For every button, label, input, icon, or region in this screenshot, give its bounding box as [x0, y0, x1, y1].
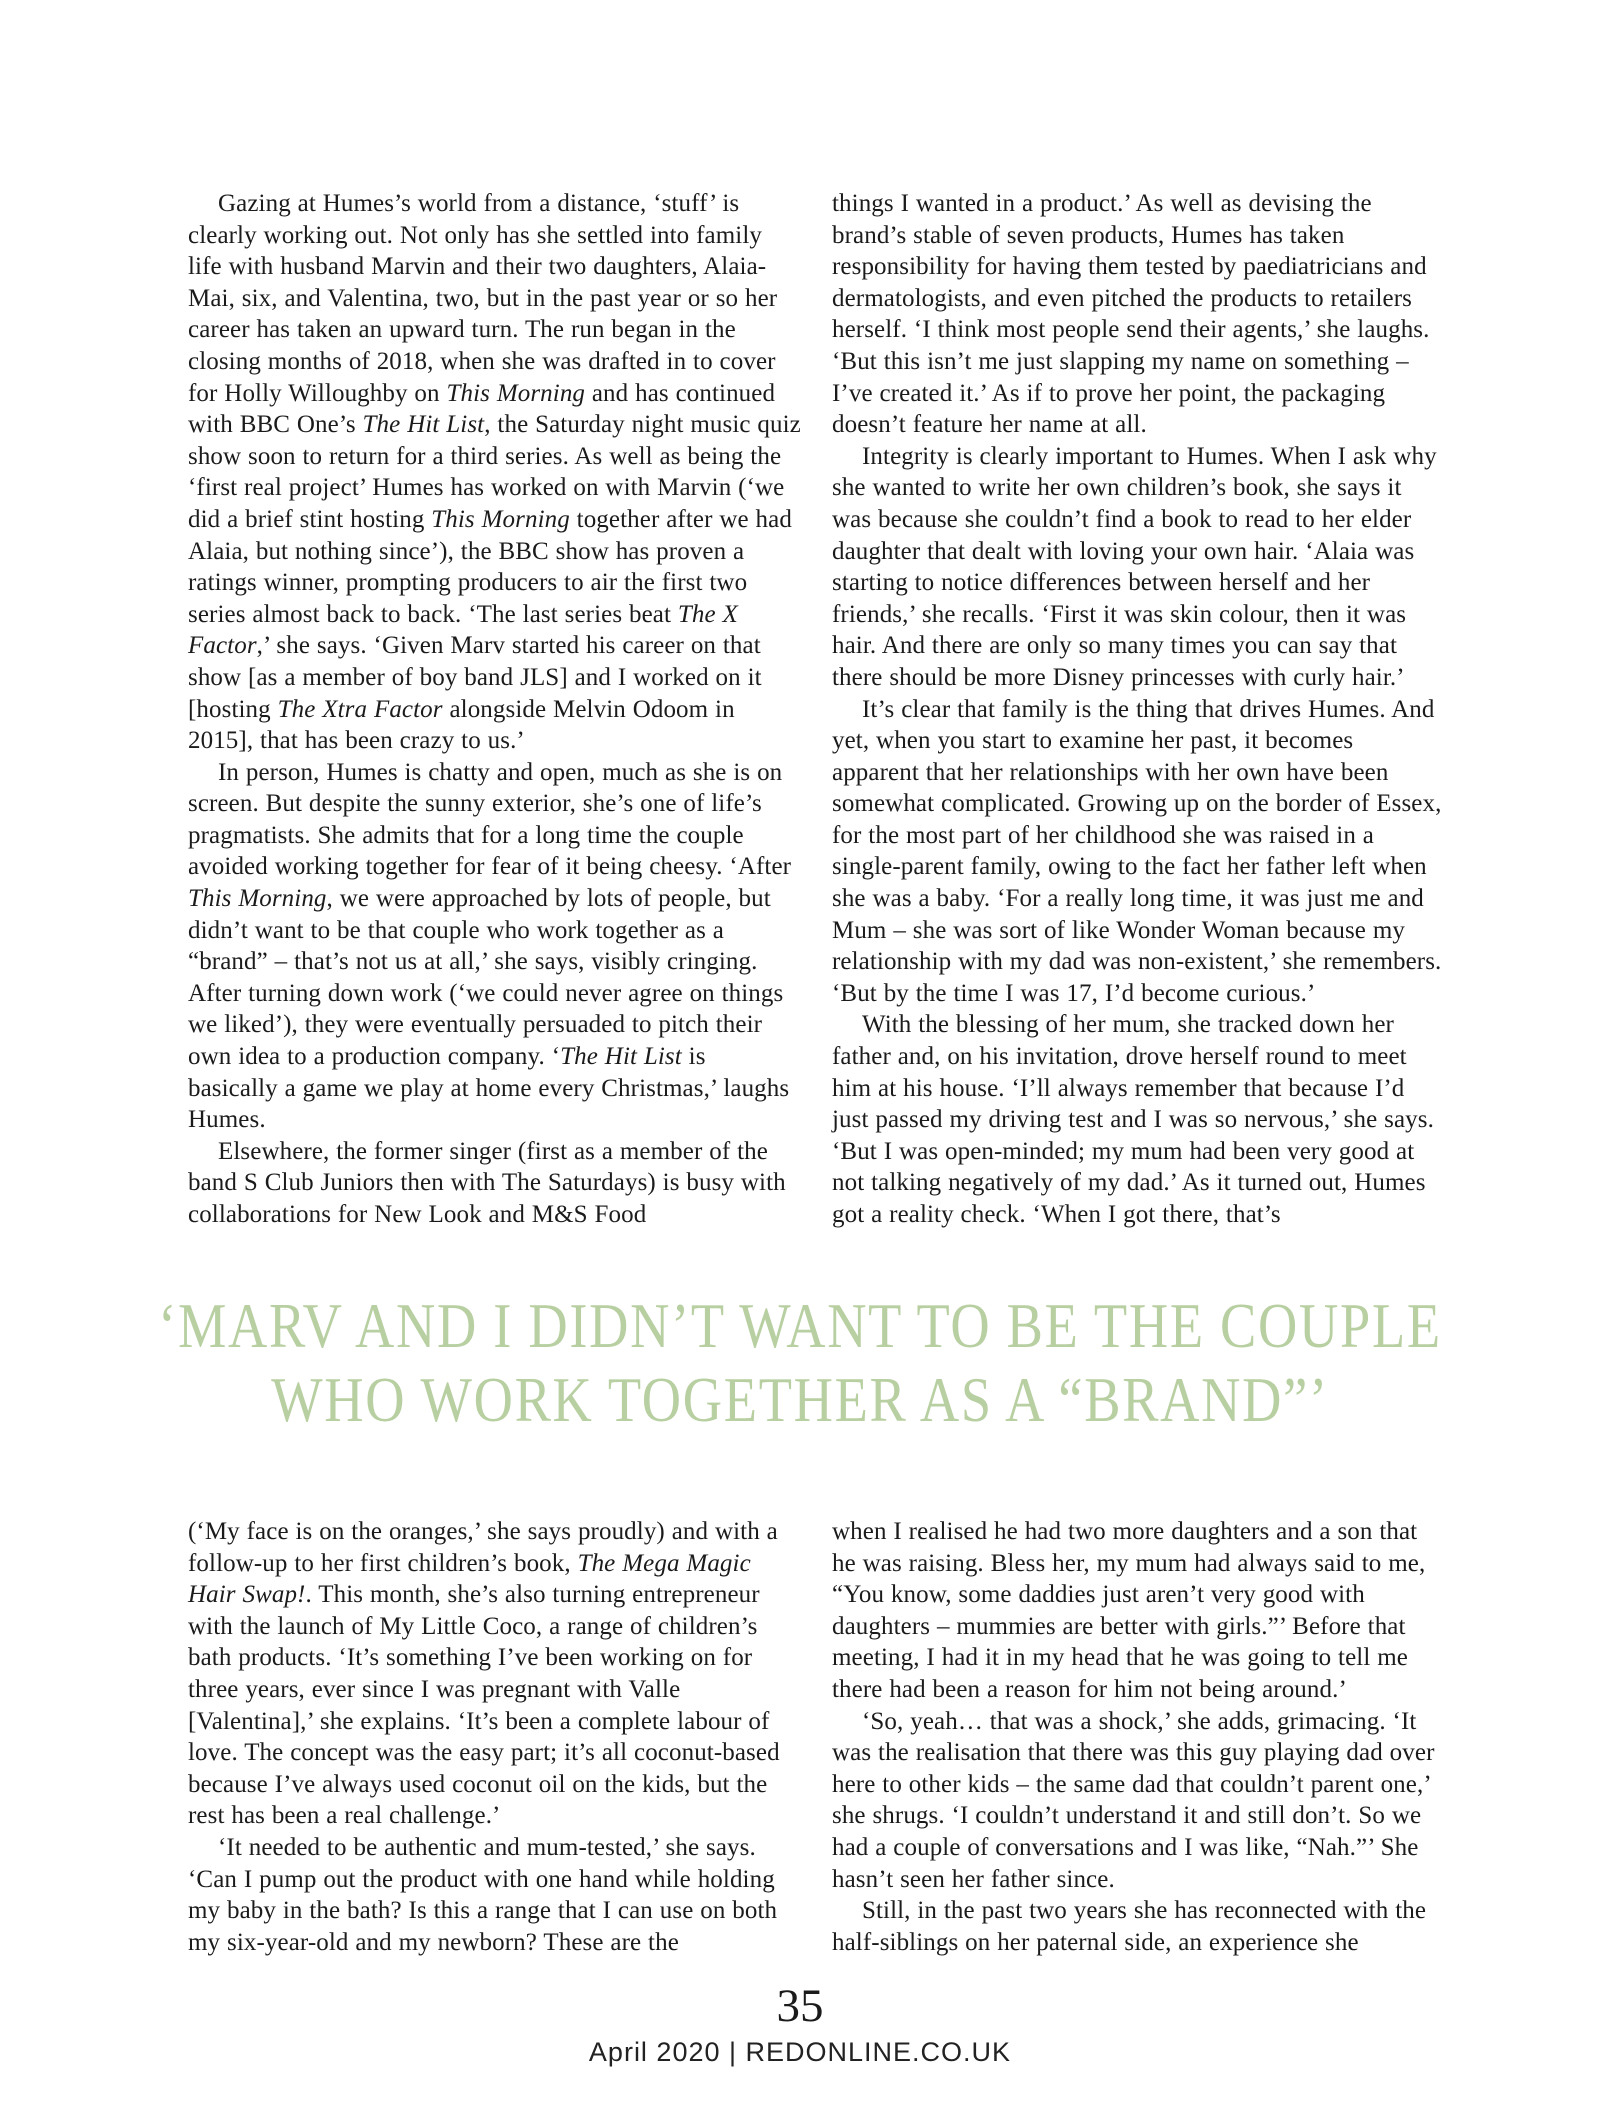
- pull-quote: [0, 1289, 1600, 1437]
- article-paragraph: Still, in the past two years she has reconnected with the half-siblings on her paternal side, an experience she: [832, 1897, 1427, 1956]
- article-paragraph: (‘My face is on the oranges,’ she says proudly) and with a follow-up to her first children’s book, The Mega Magic Hair Swap!. This month, she’s also turning entrepreneur with the launch of My Little Coco, a range of children’s bath products. ‘It’s something I’ve been working on for three years, ever since I was pregnant with Valle [Valentina],’ she explains. ‘It’s been a complete labour of love. The concept was the easy part; it’s all coconut-based because I’ve always used coconut oil on the kids, but the rest has been a real challenge.’: [188, 1518, 780, 1830]
- article-top-left-column: [188, 188, 802, 1231]
- article-paragraph: when I realised he had two more daughters and a son that he was raising. Bless her, my mum had always said to me, “You know, some daddies just aren’t very good with daughters – mummies are better with girls.”’ Before that meeting, I had it in my head that he was going to tell me there had been a reason for him not being around.’: [832, 1518, 1426, 1703]
- article-paragraph: ‘So, yeah… that was a shock,’ she adds, grimacing. ‘It was the realisation that there was this guy playing dad over here to other kids – the same dad that couldn’t parent one,’ she shrugs. ‘I couldn’t understand it and still don’t. So we had a couple of conversations and I was like, “Nah.”’ She hasn’t seen her father since.: [832, 1707, 1435, 1893]
- article-paragraph: It’s clear that family is the thing that drives Humes. And yet, when you start to examine her past, it becomes apparent that her relationships with her own have been somewhat complicated. Growing up on the border of Essex, for the most part of her childhood she was raised in a single-parent family, owing to the fact her father left when she was a baby. ‘For a really long time, it was just me and Mum – she was sort of like Wonder Woman because my relationship with my dad was non-existent,’ she remembers. ‘But by the time I was 17, I’d become curious.’: [832, 695, 1442, 1007]
- page-number: 35: [776, 1980, 824, 2032]
- pull-quote-line-1: ‘MARV AND I DIDN’T WANT TO BE THE COUPLE: [158, 1290, 1442, 1361]
- article-paragraph: Gazing at Humes’s world from a distance, ‘stuff’ is clearly working out. Not only has she settled into family life with husband Marvin and their two daughters, Alaia-Mai, six, and Valentina, two, but in the past year or so her career has taken an upward turn. The run began in the closing months of 2018, when she was drafted in to cover for Holly Willoughby on This Morning and has continued with BBC One’s The Hit List, the Saturday night music quiz show soon to return for a third series. As well as being the ‘first real project’ Humes has worked on with Marvin (‘we did a brief stint hosting This Morning together after we had Alaia, but nothing since’), the BBC show has proven a ratings winner, prompting producers to air the first two series almost back to back. ‘The last series beat The X Factor,’ she says. ‘Given Marv started his career on that show [as a member of boy band JLS] and I worked on it [hosting The Xtra Factor alongside Melvin Odoom in 2015], that has been crazy to us.’: [188, 190, 801, 755]
- pull-quote-line-2: WHO WORK TOGETHER AS A “BRAND”’: [271, 1364, 1329, 1435]
- article-bottom-left-column: [188, 1516, 802, 1958]
- article-top-right-column: [832, 188, 1446, 1231]
- article-paragraph: In person, Humes is chatty and open, much as she is on screen. But despite the sunny exterior, she’s one of life’s pragmatists. She admits that for a long time the couple avoided working together for fear of it being cheesy. ‘After This Morning, we were approached by lots of people, but didn’t want to be that couple who work together as a “brand” – that’s not us at all,’ she says, visibly cringing. After turning down work (‘we could never agree on things we liked’), they were eventually persuaded to pitch their own idea to a production company. ‘The Hit List is basically a game we play at home every Christmas,’ laughs Humes.: [188, 758, 792, 1134]
- article-paragraph: With the blessing of her mum, she tracked down her father and, on his invitation, drove herself round to meet him at his house. ‘I’ll always remember that because I’d just passed my driving test and I was so nervous,’ she says. ‘But I was open-minded; my mum had been very good at not talking negatively of my dad.’ As it turned out, Humes got a reality check. ‘When I got there, that’s: [832, 1011, 1434, 1228]
- article-bottom-right-column: [832, 1516, 1446, 1958]
- article-top-section: [188, 188, 1446, 1231]
- article-paragraph: things I wanted in a product.’ As well as devising the brand’s stable of seven products, Humes has taken responsibility for having them tested by paediatricians and dermatologists, and even pitched the products to retailers herself. ‘I think most people send their agents,’ she laughs. ‘But this isn’t me just slapping my name on something – I’ve created it.’ As if to prove her point, the packaging doesn’t feature her name at all.: [832, 190, 1430, 439]
- article-paragraph: Integrity is clearly important to Humes. When I ask why she wanted to write her own children’s book, she says it was because she couldn’t find a book to read to her elder daughter that dealt with loving your own hair. ‘Alaia was starting to notice differences between herself and her friends,’ she recalls. ‘First it was skin colour, then it was hair. And there are only so many times you can say that there should be more Disney princesses with curly hair.’: [832, 442, 1437, 691]
- article-paragraph: Elsewhere, the former singer (first as a member of the band S Club Juniors then with The Saturdays) is busy with collaborations for New Look and M&S Food: [188, 1137, 786, 1228]
- article-bottom-section: [188, 1516, 1446, 1958]
- article-paragraph: ‘It needed to be authentic and mum-tested,’ she says. ‘Can I pump out the product with one hand while holding my baby in the bath? Is this a range that I can use on both my six-year-old and my newborn? These are the: [188, 1833, 778, 1956]
- footer-credit: April 2020 | REDONLINE.CO.UK: [588, 2037, 1012, 2067]
